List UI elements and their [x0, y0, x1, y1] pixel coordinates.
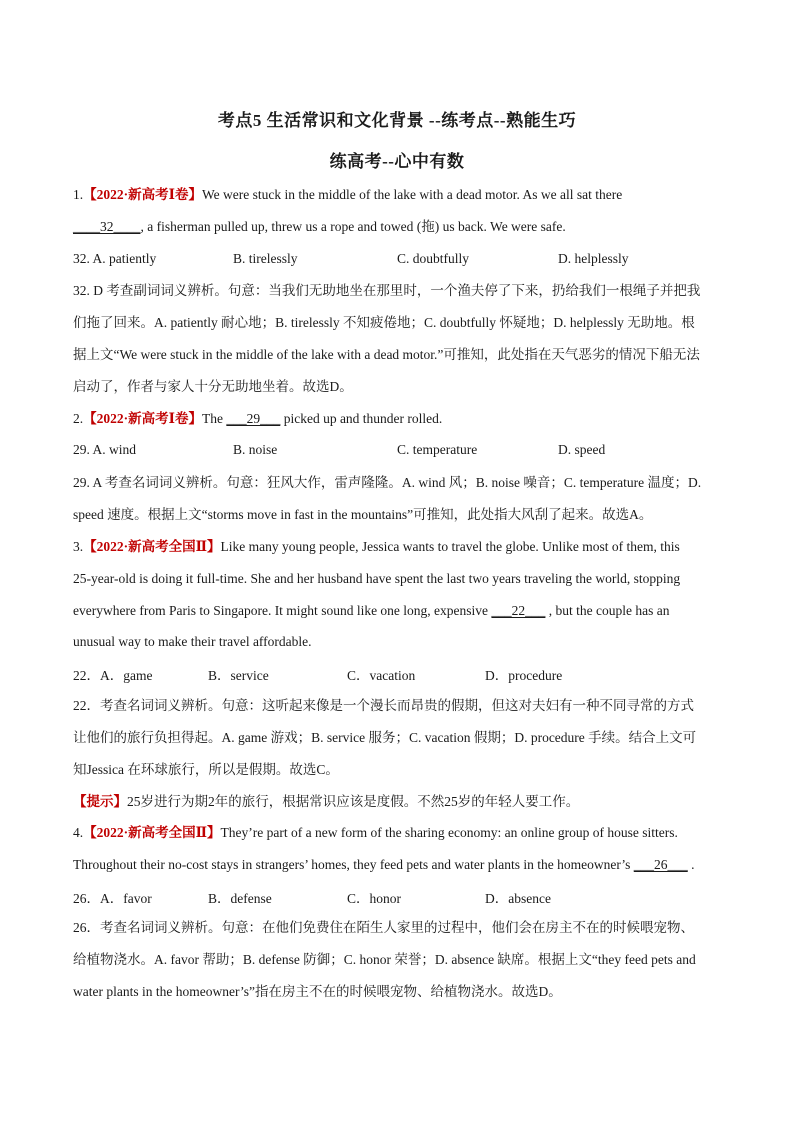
q3-hint-text: 25岁进行为期2年的旅行，根据常识应该是度假。不然25岁的年轻人要工作。	[127, 794, 580, 809]
q1-explanation-line1: 32. D 考查副词词义辨析。句意：当我们无助地坐在那里时，一个渔夫停了下来，扔给我们一根绳子并把我	[73, 283, 701, 298]
q4-blank: ___26___	[633, 857, 688, 872]
q3-hint	[73, 792, 733, 812]
q3-option-a: 22．A．game	[73, 668, 153, 683]
q3-stem-text3a: everywhere from Paris to Singapore. It might sound like one long, expensive	[73, 603, 492, 618]
q2-option-d: D. speed	[558, 442, 606, 457]
page-subtitle: 练高考--心中有数	[329, 152, 465, 171]
q2-stem-text: The	[201, 411, 227, 426]
q3-stem-line2: 25-year-old is doing it full-time. She and her husband have spent the last two years traveling the world, stopping	[73, 571, 681, 586]
q1-option-b: B. tirelessly	[233, 251, 298, 266]
q3-stem-line3	[73, 601, 733, 621]
q1-stem-line1	[73, 185, 733, 205]
q3-stem-line1	[73, 537, 733, 557]
q4-stem-line1	[73, 823, 733, 843]
q2-option-a: 29. A. wind	[73, 442, 137, 457]
q1-stem-text2: , a fisherman pulled up, threw us a rope and towed (拖) us back. We were safe.	[140, 219, 566, 234]
q3-explanation-line3: 知Jessica 在环球旅行，所以是假期。故选C。	[73, 762, 339, 777]
q3-option-c: C．vacation	[347, 668, 416, 683]
q2-stem-text2: picked up and thunder rolled.	[280, 411, 443, 426]
q4-option-d: D．absence	[485, 891, 551, 906]
q4-stem-text2b: .	[687, 857, 695, 872]
q4-explanation-line2: 给植物浇水。A. favor 帮助；B. defense 防御；C. honor 荣誉；D. absence 缺席。根据上文“they feed pets and	[73, 952, 696, 967]
q1-explanation-line2: 们拖了回来。A. patiently 耐心地；B. tirelessly 不知疲倦地；C. doubtfully 怀疑地；D. helplessly 无助地。根	[73, 315, 695, 330]
q4-source-tag: 【2022·新高考全国Ⅱ】	[83, 825, 221, 840]
q2-explanation-line2: speed 速度。根据上文“storms move in fast in the mountains”可推知，此处指大风刮了起来。故选A。	[73, 507, 653, 522]
q4-option-c: C．honor	[347, 891, 401, 906]
q3-explanation-line2: 让他们的旅行负担得起。A. game 游戏；B. service 服务；C. vacation 假期；D. procedure 手续。结合上文可	[73, 730, 697, 745]
q2-blank: ___29___	[226, 411, 281, 426]
q1-source-tag: 【2022·新高考Ⅰ卷】	[83, 187, 202, 202]
q3-explanation-line1: 22．考查名词词义辨析。句意：这听起来像是一个漫长而昂贵的假期，但这对夫妇有一种不同寻常的方式	[73, 698, 694, 713]
q4-option-a: 26．A．favor	[73, 891, 152, 906]
q1-option-c: C. doubtfully	[397, 251, 470, 266]
q3-source-tag: 【2022·新高考全国Ⅱ】	[83, 539, 221, 554]
q4-explanation-line3: water plants in the homeowner’s”指在房主不在的时候喂宠物、给植物浇水。故选D。	[73, 984, 562, 999]
q1-option-a: 32. A. patiently	[73, 251, 157, 266]
q4-stem-text: They’re part of a new form of the sharing economy: an online group of house sitters.	[220, 825, 678, 840]
q3-stem-text: Like many young people, Jessica wants to travel the globe. Unlike most of them, this	[220, 539, 680, 554]
q2-source-tag: 【2022·新高考Ⅰ卷】	[83, 411, 202, 426]
q4-stem-line2	[73, 855, 733, 875]
q1-stem-line2	[73, 217, 733, 237]
q1-explanation-line4: 启动了，作者与家人十分无助地坐着。故选D。	[73, 379, 353, 394]
q3-stem-line4: unusual way to make their travel affordable.	[73, 634, 312, 649]
q2-option-c: C. temperature	[397, 442, 478, 457]
q1-blank: ____32____	[73, 219, 141, 234]
q4-explanation-line1: 26．考查名词词义辨析。句意：在他们免费住在陌生人家里的过程中，他们会在房主不在的时候喂宠物、	[73, 920, 694, 935]
q2-option-b: B. noise	[233, 442, 278, 457]
q2-explanation-line1: 29. A 考查名词词义辨析。句意：狂风大作，雷声隆隆。A. wind 风；B. noise 噪音；C. temperature 温度；D.	[73, 475, 702, 490]
q1-option-d: D. helplessly	[558, 251, 629, 266]
q4-number: 4.	[73, 825, 84, 840]
q3-stem-text3b: , but the couple has an	[545, 603, 670, 618]
q3-number: 3.	[73, 539, 84, 554]
q4-option-b: B．defense	[208, 891, 272, 906]
page-title: 考点5 生活常识和文化背景 --练考点--熟能生巧	[217, 111, 577, 130]
q1-stem-text: We were stuck in the middle of the lake with a dead motor. As we all sat there	[201, 187, 623, 202]
q3-option-b: B．service	[208, 668, 269, 683]
q3-blank: ___22___	[491, 603, 546, 618]
q2-stem	[73, 409, 733, 429]
q1-explanation-line3: 据上文“We were stuck in the middle of the lake with a dead motor.”可推知，此处指在天气恶劣的情况下船无法	[73, 347, 700, 362]
q4-stem-text2a: Throughout their no-cost stays in strangers’ homes, they feed pets and water plants in the homeowner’s	[73, 857, 634, 872]
q3-hint-tag: 【提示】	[73, 794, 127, 809]
q1-number: 1.	[73, 187, 84, 202]
q3-option-d: D．procedure	[485, 668, 563, 683]
q2-number: 2.	[73, 411, 84, 426]
